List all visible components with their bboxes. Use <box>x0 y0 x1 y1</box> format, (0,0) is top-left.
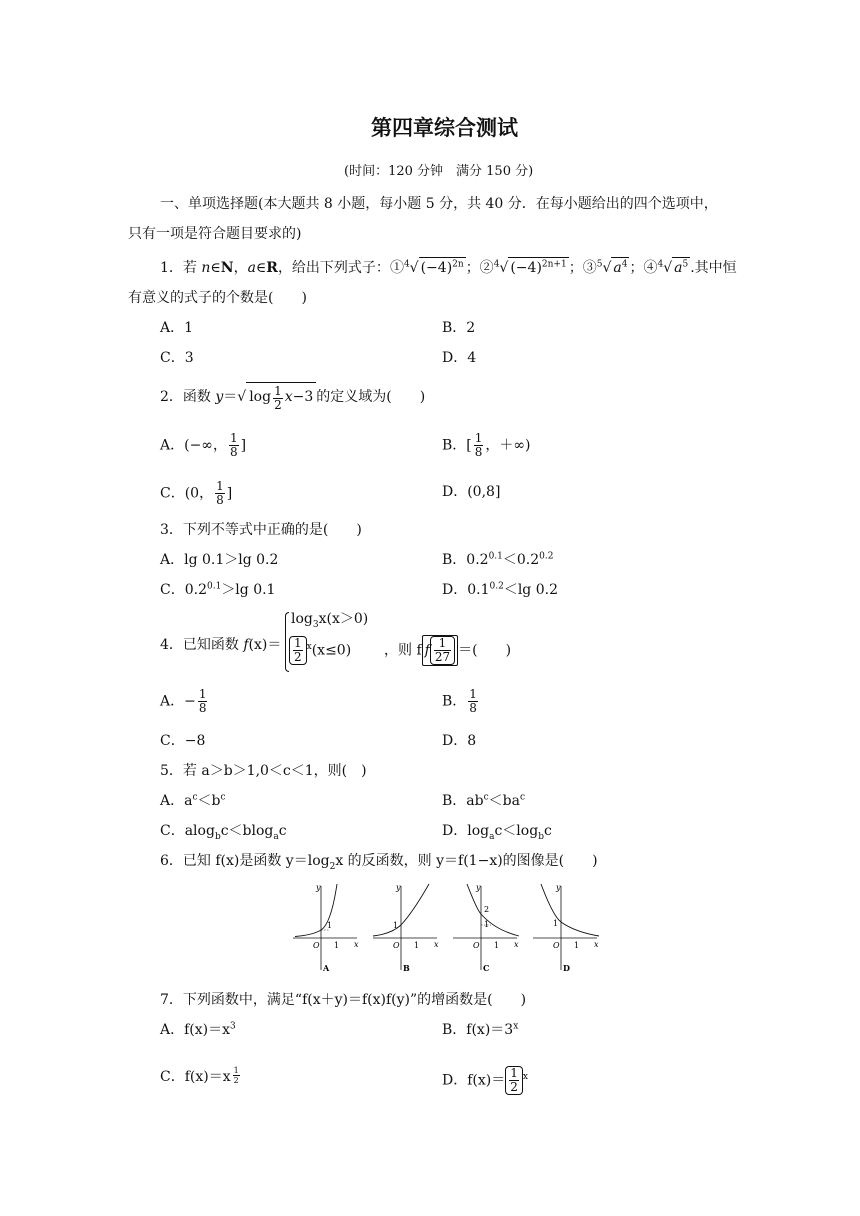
graph-d-y-tick: 1 <box>553 919 559 928</box>
q1-option-b[interactable]: B．2 <box>442 320 476 336</box>
graph-a-x-label: x <box>354 940 359 949</box>
q7-option-c[interactable]: C．f(x)＝x $\frac{1}{2}$ <box>160 1066 239 1085</box>
graph-d-x-tick: 1 <box>574 941 580 950</box>
question-4-stem-tail: ，则 f f $\frac{1}{27}$ ＝( ) <box>384 636 512 664</box>
graph-c-label: C <box>483 963 490 973</box>
graph-b-y-label: y <box>396 883 401 892</box>
q5-option-d[interactable]: D．$\log_ac<\log_bc$ <box>442 823 552 842</box>
piecewise-case-1: $\log_3x(x>0)$ <box>291 611 369 630</box>
q4-option-b[interactable]: B． $\frac{1}{8}$ <box>442 687 477 715</box>
q4-option-c[interactable]: C．−8 <box>160 733 206 749</box>
graph-option-b[interactable] <box>371 880 441 975</box>
piecewise-case-2: $\frac{1}{2}$ $^x$(x≤0) <box>289 636 351 665</box>
q3-option-b[interactable]: B．$0.2^{0.1}<0.2^{0.2}$ <box>442 551 554 568</box>
graph-option-c[interactable] <box>451 880 521 975</box>
graph-a-y-tick: 1 <box>327 921 333 930</box>
q4-option-d[interactable]: D．8 <box>442 733 477 749</box>
graph-b-label: B <box>403 963 410 973</box>
q5-option-b[interactable]: B．$ab^c<ba^c$ <box>442 792 526 809</box>
graph-c-origin: O <box>473 941 480 950</box>
section-heading-line2: 只有一项是符合题目要求的) <box>128 226 302 242</box>
q2-option-d[interactable]: D．(0,8] <box>442 484 501 500</box>
graph-c-y-label: y <box>476 883 481 892</box>
page-subtitle: (时间：120 分钟 满分 150 分) <box>344 164 534 179</box>
graph-d-label: D <box>563 963 570 973</box>
graph-d-origin: O <box>553 941 560 950</box>
q7-option-a[interactable]: A．$f(x)=x^3$ <box>160 1021 236 1038</box>
graph-a-x-tick: 1 <box>334 941 340 950</box>
question-1-stem-line2: 有意义的式子的个数是( ) <box>128 290 307 306</box>
graph-option-d[interactable] <box>531 880 601 975</box>
q2-option-c[interactable]: C．(0， $\frac{1}{8}$ ] <box>160 479 233 507</box>
question-5-stem: 5．若 a＞b＞1,0＜c＜1，则( ) <box>160 763 367 779</box>
q1-option-c[interactable]: C．3 <box>160 350 194 366</box>
q1-option-d[interactable]: D．4 <box>442 350 477 366</box>
graph-b-x-tick: 1 <box>414 941 420 950</box>
section-heading: 一、单项选择题(本大题共 8 小题，每小题 5 分，共 40 分．在每小题给出的四个选项中， <box>160 196 718 212</box>
graph-a-label: A <box>323 963 330 973</box>
graph-b-x-label: x <box>434 940 439 949</box>
question-4-stem: 4．已知函数 f(x)＝ <box>160 637 282 653</box>
graph-d-y-label: y <box>556 883 561 892</box>
q7-option-d[interactable]: D．f(x)＝ $\frac{1}{2}$ $^x$ <box>442 1066 528 1094</box>
q1-option-a[interactable]: A．1 <box>160 320 194 336</box>
question-7-stem: 7．下列函数中，满足“f(x＋y)＝f(x)f(y)”的增函数是( ) <box>160 992 527 1008</box>
page-title: 第四章综合测试 <box>371 116 518 140</box>
graph-c-x-label: x <box>514 940 519 949</box>
question-6-stem: 6．已知 f(x)是函数 $y=\log_2x$ 的反函数，则 y＝f(1−x)的图像是( ) <box>160 853 598 872</box>
graph-a-y-label: y <box>316 883 321 892</box>
q7-option-b[interactable]: B．$f(x)=3^x$ <box>442 1021 519 1038</box>
graph-c-y-tick: 1 <box>484 920 490 929</box>
q2-option-b[interactable]: B．[ $\frac{1}{8}$ ，＋∞) <box>442 431 531 459</box>
graph-option-a[interactable] <box>291 880 361 975</box>
graph-d-x-label: x <box>594 940 599 949</box>
q4-option-a[interactable]: A．− $\frac{1}{8}$ <box>160 687 207 715</box>
q3-option-a[interactable]: A．lg 0.1＞lg 0.2 <box>160 552 279 568</box>
graph-c-x-tick: 1 <box>494 941 500 950</box>
q5-option-c[interactable]: C．alog$_b$c＜blog$_a$c <box>160 823 287 842</box>
graph-c-y-tick-2: 2 <box>484 905 490 914</box>
graph-a-origin: O <box>313 941 320 950</box>
q2-option-a[interactable]: A．(−∞， $\frac{1}{8}$ ] <box>160 431 247 459</box>
graph-b-origin: O <box>393 941 400 950</box>
q3-option-d[interactable]: D．$0.1^{0.2}<\lg$ 0.2 <box>442 581 558 598</box>
q3-option-c[interactable]: C．$0.2^{0.1}>\lg$ 0.1 <box>160 581 276 598</box>
q5-option-a[interactable]: A．$a^c<b^c$ <box>160 792 226 809</box>
question-2-stem: 2．函数 y＝√ log $\frac{1}{2}$ x−3 的定义域为( ) <box>160 384 426 412</box>
question-1-stem: 1．若 n∈N，a∈R，给出下列式子：①$^4$√ $(-4)^{2n}$ ；②$^4$√ $(-4)^{2n+1}$ ；③$^5$√ $a^4$ ；④$^4$√ $a^5$ .其中恒 <box>160 257 737 278</box>
question-3-stem: 3．下列不等式中正确的是( ) <box>160 522 362 538</box>
graph-b-y-tick: 1 <box>393 921 399 930</box>
